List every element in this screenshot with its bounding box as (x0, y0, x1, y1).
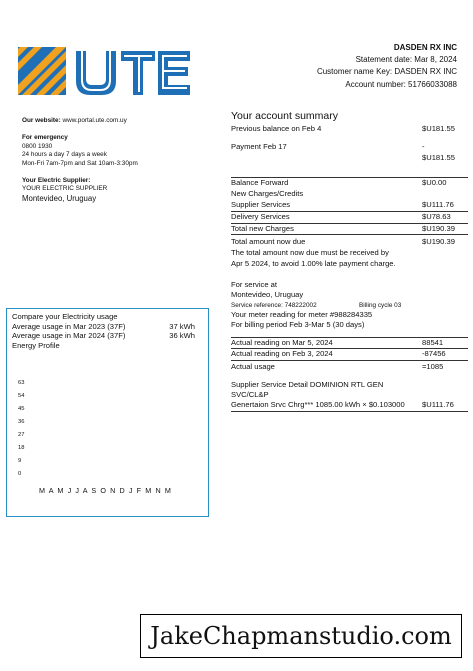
office-hours: Mon-Fri 7am-7pm and Sat 10am-3:30pm (22, 159, 138, 167)
emergency-hours: 24 hours a day 7 days a week (22, 151, 107, 159)
total-new-label: Total new Charges (231, 223, 294, 233)
usage-row-2023-label: Average usage in Mar 2023 (37F) (12, 321, 126, 331)
billing-cycle: Billing cycle 03 (359, 301, 402, 309)
balance-forward-amount: $U0.00 (422, 178, 447, 188)
balance-forward-row (231, 178, 468, 189)
usage-row-2023-value: 37 kWh (169, 321, 195, 331)
supplier-name: YOUR ELECTRIC SUPPLIER (22, 185, 108, 193)
supplier-detail-line2: SVC/CL&P (231, 390, 269, 399)
energy-profile-x-axis: M A M J J A S O N D J F M N M (39, 486, 172, 495)
ute-logo (18, 47, 190, 97)
delivery-services-amount: $U78.63 (422, 211, 451, 221)
supplier-services-label: Supplier Services (231, 199, 291, 209)
service-at-label: For service at (231, 279, 277, 289)
actual-reading-mar-value: 88541 (422, 337, 444, 347)
website-label: Our website: (22, 117, 61, 124)
payment-label: Payment Feb 17 (231, 141, 287, 151)
delivery-services-row (231, 212, 468, 224)
total-new-row (231, 224, 468, 236)
y-tick: 36 (18, 419, 25, 425)
usage-row-2023 (12, 322, 203, 332)
y-tick: 9 (18, 458, 22, 464)
total-due-row (231, 237, 468, 248)
total-due-label: Total amount now due (231, 237, 306, 247)
actual-usage-value: =1085 (422, 362, 444, 372)
y-tick: 63 (18, 380, 25, 386)
new-charges-row (231, 189, 468, 200)
usage-row-2024-value: 36 kWh (169, 331, 195, 341)
balance-forward-label: Balance Forward (231, 178, 289, 188)
usage-row-2024 (12, 331, 203, 341)
website-link[interactable]: www.portal.ute.com.uy (62, 117, 127, 124)
payment-amount: $U181.55 (422, 152, 455, 162)
supplier-detail-line1: Supplier Service Detail DOMINION RTL GEN (231, 380, 384, 389)
supplier-services-row (231, 200, 468, 212)
y-tick: 0 (18, 471, 22, 477)
previous-balance-label: Previous balance on Feb 4 (231, 124, 322, 133)
actual-usage-label: Actual usage (231, 362, 275, 372)
actual-usage-row (231, 362, 468, 373)
service-reference-row (231, 301, 468, 310)
actual-reading-feb-label: Actual reading on Feb 3, 2024 (231, 349, 333, 359)
usage-title: Compare your Electricity usage (12, 312, 118, 321)
meter-reading: Your meter reading for meter #988284335 (231, 309, 373, 319)
account-number: Account number: 51766033088 (345, 79, 457, 89)
service-reference: Service reference: 748222002 (231, 301, 317, 309)
emergency-phone: 0800 1930 (22, 142, 53, 150)
total-new-amount: $U190.39 (422, 223, 455, 233)
billing-period: For billing period Feb 3-Mar 5 (30 days) (231, 320, 365, 330)
watermark-banner: JakeChapmanstudio.com (140, 614, 462, 658)
due-note: The total amount now due must be received by Apr 5 2024, to avoid 1.00% late payment charge. (231, 248, 396, 268)
company-name: DASDEN RX INC (393, 43, 457, 52)
supplier-services-amount: $U111.76 (422, 199, 454, 209)
total-due-amount: $U190.39 (422, 237, 455, 247)
actual-reading-feb-value: -87456 (422, 349, 446, 359)
supplier-city: Montevideo, Uruguay (22, 193, 97, 203)
contact-info (22, 117, 212, 204)
statement-header (317, 42, 457, 91)
actual-reading-mar-label: Actual reading on Mar 5, 2024 (231, 337, 333, 347)
previous-balance-amount: $U181.55 (422, 124, 455, 133)
payment-dash: - (422, 141, 425, 151)
customer-name-key: Customer name Key: DASDEN RX INC (316, 67, 457, 77)
generation-row (231, 400, 468, 412)
y-tick: 45 (18, 406, 25, 412)
energy-profile-label: Energy Profile (12, 340, 60, 350)
y-tick: 18 (18, 445, 25, 451)
payment-row (231, 142, 468, 153)
usage-comparison-box (6, 308, 209, 517)
supplier-label: Your Electric Supplier: (22, 177, 91, 185)
statement-date: Statement date: Mar 8, 2024 (355, 55, 457, 65)
generation-label: Genertaion Srvc Chrg*** 1085.00 kWh × $0.103000 (231, 400, 405, 409)
usage-row-2024-label: Average usage in Mar 2024 (37F) (12, 331, 126, 341)
generation-amount: $U111.76 (422, 400, 454, 409)
energy-profile-y-axis (18, 379, 24, 483)
delivery-services-label: Delivery Services (231, 211, 290, 221)
y-tick: 27 (18, 432, 25, 438)
actual-reading-mar-row (231, 338, 468, 350)
y-tick: 54 (18, 393, 25, 399)
payment-amount-row (231, 153, 468, 164)
actual-reading-feb-row (231, 349, 468, 361)
emergency-label: For emergency (22, 134, 68, 142)
new-charges-label: New Charges/Credits (231, 189, 304, 199)
service-city: Montevideo, Uruguay (231, 290, 304, 300)
previous-balance-row (231, 124, 468, 135)
summary-title: Your account summary (231, 110, 338, 122)
account-summary (231, 110, 468, 412)
